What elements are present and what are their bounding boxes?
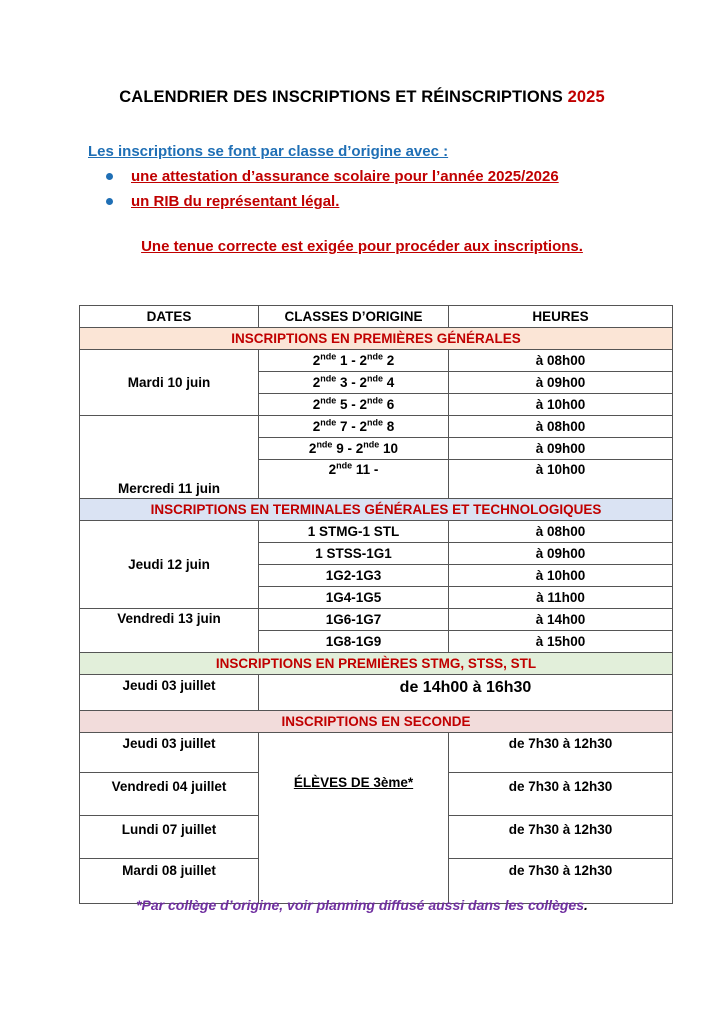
date-cell: Jeudi 12 juin bbox=[80, 521, 259, 609]
footnote-text: *Par collège d’origine, voir planning diffusé aussi dans les collèges bbox=[136, 897, 584, 913]
class-cell: 1G4-1G5 bbox=[259, 587, 449, 609]
section-header bbox=[80, 711, 673, 733]
table-row bbox=[80, 609, 673, 631]
table-row bbox=[80, 350, 673, 372]
hour-cell: à 10h00 bbox=[449, 460, 673, 499]
class-cell: 2nde 11 - bbox=[259, 460, 449, 499]
table-header-row bbox=[80, 306, 673, 328]
class-cell: 1G8-1G9 bbox=[259, 631, 449, 653]
title-text: CALENDRIER DES INSCRIPTIONS ET RÉINSCRIPTIONS bbox=[119, 88, 563, 106]
hour-cell: à 08h00 bbox=[449, 350, 673, 372]
requirement-text: une attestation d’assurance scolaire pour l’année 2025/2026 bbox=[131, 168, 559, 185]
class-cell: 1G2-1G3 bbox=[259, 565, 449, 587]
class-cell: ÉLÈVES DE 3ème* bbox=[259, 733, 449, 904]
date-cell: Mardi 10 juin bbox=[80, 350, 259, 416]
time-cell: de 7h30 à 12h30 bbox=[449, 859, 673, 904]
class-cell: 2nde 9 - 2nde 10 bbox=[259, 438, 449, 460]
hour-cell: à 10h00 bbox=[449, 394, 673, 416]
dress-code-notice: Une tenue correcte est exigée pour procéder aux inscriptions. bbox=[141, 238, 583, 255]
hour-cell: à 08h00 bbox=[449, 521, 673, 543]
footnote bbox=[0, 897, 724, 913]
table-row bbox=[80, 675, 673, 711]
section-title: INSCRIPTIONS EN PREMIÈRES STMG, STSS, STL bbox=[80, 653, 673, 675]
date-cell: Jeudi 03 juillet bbox=[80, 733, 259, 773]
hour-cell: à 15h00 bbox=[449, 631, 673, 653]
requirement-text: un RIB du représentant légal. bbox=[131, 193, 340, 210]
class-cell: 1 STMG-1 STL bbox=[259, 521, 449, 543]
header-hours: HEURES bbox=[449, 306, 673, 328]
class-cell: 1G6-1G7 bbox=[259, 609, 449, 631]
hour-cell: à 08h00 bbox=[449, 416, 673, 438]
class-cell: 2nde 3 - 2nde 4 bbox=[259, 372, 449, 394]
hour-cell: à 11h00 bbox=[449, 587, 673, 609]
page-title bbox=[0, 88, 724, 107]
section-title: INSCRIPTIONS EN TERMINALES GÉNÉRALES ET TECHNOLOGIQUES bbox=[80, 499, 673, 521]
header-dates: DATES bbox=[80, 306, 259, 328]
date-cell: Vendredi 04 juillet bbox=[80, 773, 259, 816]
requirements-list bbox=[106, 166, 559, 216]
time-cell: de 7h30 à 12h30 bbox=[449, 816, 673, 859]
time-cell: de 7h30 à 12h30 bbox=[449, 773, 673, 816]
table-row bbox=[80, 416, 673, 438]
hour-cell: à 14h00 bbox=[449, 609, 673, 631]
time-cell: de 7h30 à 12h30 bbox=[449, 733, 673, 773]
section-title: INSCRIPTIONS EN PREMIÈRES GÉNÉRALES bbox=[80, 328, 673, 350]
section-header bbox=[80, 499, 673, 521]
hour-cell: à 09h00 bbox=[449, 372, 673, 394]
date-cell: Mercredi 11 juin bbox=[80, 416, 259, 499]
section-title: INSCRIPTIONS EN SECONDE bbox=[80, 711, 673, 733]
table-row bbox=[80, 733, 673, 773]
calendar-table bbox=[79, 305, 673, 904]
hour-cell: à 09h00 bbox=[449, 438, 673, 460]
bullet-icon bbox=[106, 198, 113, 205]
class-cell: 2nde 1 - 2nde 2 bbox=[259, 350, 449, 372]
class-cell: 2nde 5 - 2nde 6 bbox=[259, 394, 449, 416]
class-cell: 2nde 7 - 2nde 8 bbox=[259, 416, 449, 438]
section-header bbox=[80, 328, 673, 350]
date-cell: Mardi 08 juillet bbox=[80, 859, 259, 904]
date-cell: Vendredi 13 juin bbox=[80, 609, 259, 653]
class-cell: 1 STSS-1G1 bbox=[259, 543, 449, 565]
header-classes: CLASSES D’ORIGINE bbox=[259, 306, 449, 328]
bullet-icon bbox=[106, 173, 113, 180]
table-row bbox=[80, 521, 673, 543]
hour-cell: à 09h00 bbox=[449, 543, 673, 565]
hour-cell: à 10h00 bbox=[449, 565, 673, 587]
list-item bbox=[106, 166, 559, 191]
section-header bbox=[80, 653, 673, 675]
intro-text: Les inscriptions se font par classe d’origine avec : bbox=[88, 143, 449, 160]
footnote-period: . bbox=[583, 897, 588, 913]
date-cell: Lundi 07 juillet bbox=[80, 816, 259, 859]
list-item bbox=[106, 191, 559, 216]
time-cell: de 14h00 à 16h30 bbox=[259, 675, 673, 711]
title-year: 2025 bbox=[567, 88, 605, 106]
date-cell: Jeudi 03 juillet bbox=[80, 675, 259, 711]
